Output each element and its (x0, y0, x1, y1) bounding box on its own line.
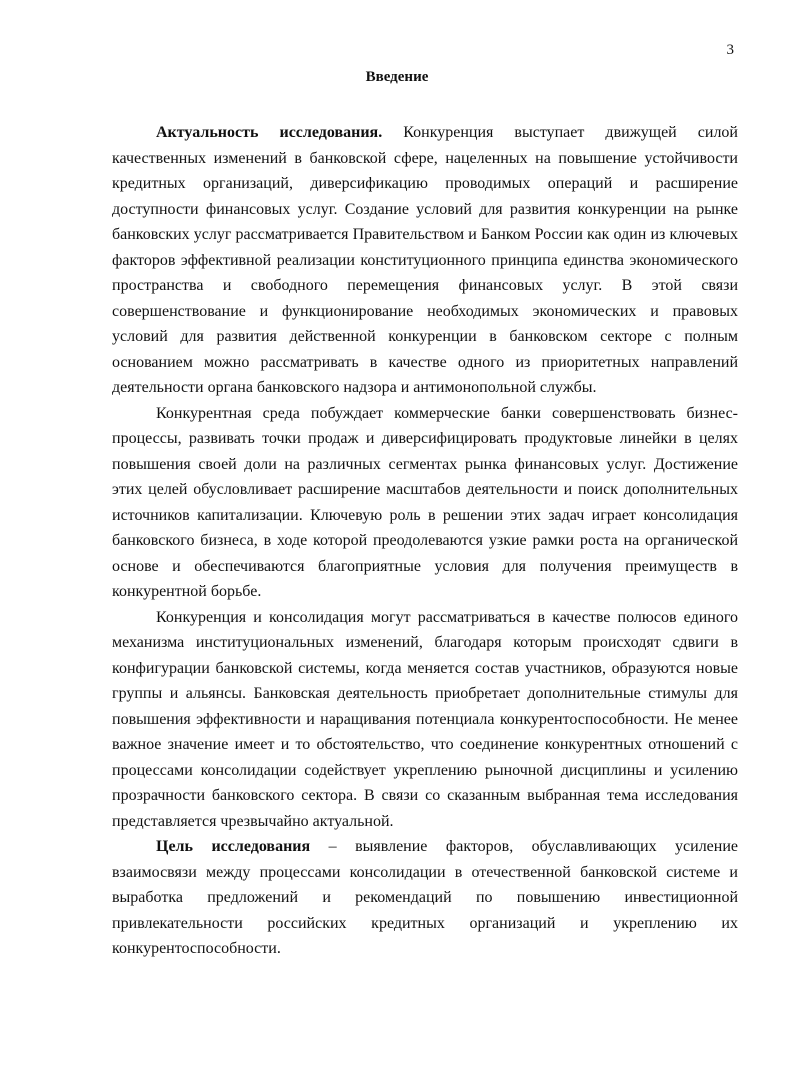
paragraph-relevance (112, 120, 738, 401)
paragraph-text-relevance: Конкуренция выступает движущей силой качественных изменений в банковской сфере, нацеленных на повышение устойчивости кредитных организаций, диверсификацию проводимых операций и расширение доступности финансовых услуг. Создание условий для развития конкуренции на рынке банковских услуг рассматривается Правительством и Банком России как один из ключевых факторов эффективной реализации конституционного принципа единства экономического пространства и свободного перемещения финансовых услуг. В этой связи совершенствование и функционирование необходимых экономических и правовых условий для развития действенной конкуренции в банковском секторе с полным основанием можно рассматривать в качестве одного из приоритетных направлений деятельности органа банковского надзора и антимонопольной службы. (112, 124, 738, 396)
paragraph-text-competition-environment: Конкурентная среда побуждает коммерческие банки совершенствовать бизнес-процессы, развивать точки продаж и диверсифицировать продуктовые линейки в целях повышения своей доли на различных сегментах рынка финансовых услуг. Достижение этих целей обусловливает расширение масштабов деятельности и поиск дополнительных источников капитализации. Ключевую роль в решении этих задач играет консолидация банковского бизнеса, в ходе которой преодолеваются узкие рамки роста на органической основе и обеспечиваются благоприятные условия для получения преимуществ в конкурентной борьбе. (112, 404, 738, 600)
paragraph-lead-research-goal: Цель исследования (156, 838, 311, 855)
section-heading: Введение (365, 69, 429, 85)
paragraph-research-goal (112, 834, 738, 962)
paragraph-lead-relevance: Актуальность исследования. (156, 124, 383, 141)
body-text (112, 120, 738, 962)
page-number: 3 (726, 42, 734, 58)
paragraph-competition-consolidation (112, 605, 738, 835)
paragraph-text-research-goal: – выявление факторов, обуславливающих усиление взаимосвязи между процессами консолидации в отечественной банковской системе и выработка предложений и рекомендаций по повышению инвестиционной привлекательности российских кредитных организаций и укреплению их конкурентоспособности. (112, 838, 739, 957)
paragraph-text-competition-consolidation: Конкуренция и консолидация могут рассматриваться в качестве полюсов единого механизма институциональных изменений, благодаря которым происходят сдвиги в конфигурации банковской системы, когда меняется состав участников, образуются новые группы и альянсы. Банковская деятельность приобретает дополнительные стимулы для повышения эффективности и наращивания потенциала конкурентоспособности. Не менее важное значение имеет и то обстоятельство, что соединение конкурентных отношений с процессами консолидации содействует укреплению рыночной дисциплины и усилению прозрачности банковского сектора. В связи со сказанным выбранная тема исследования представляется чрезвычайно актуальной. (112, 608, 738, 830)
paragraph-competition-environment (112, 401, 738, 605)
